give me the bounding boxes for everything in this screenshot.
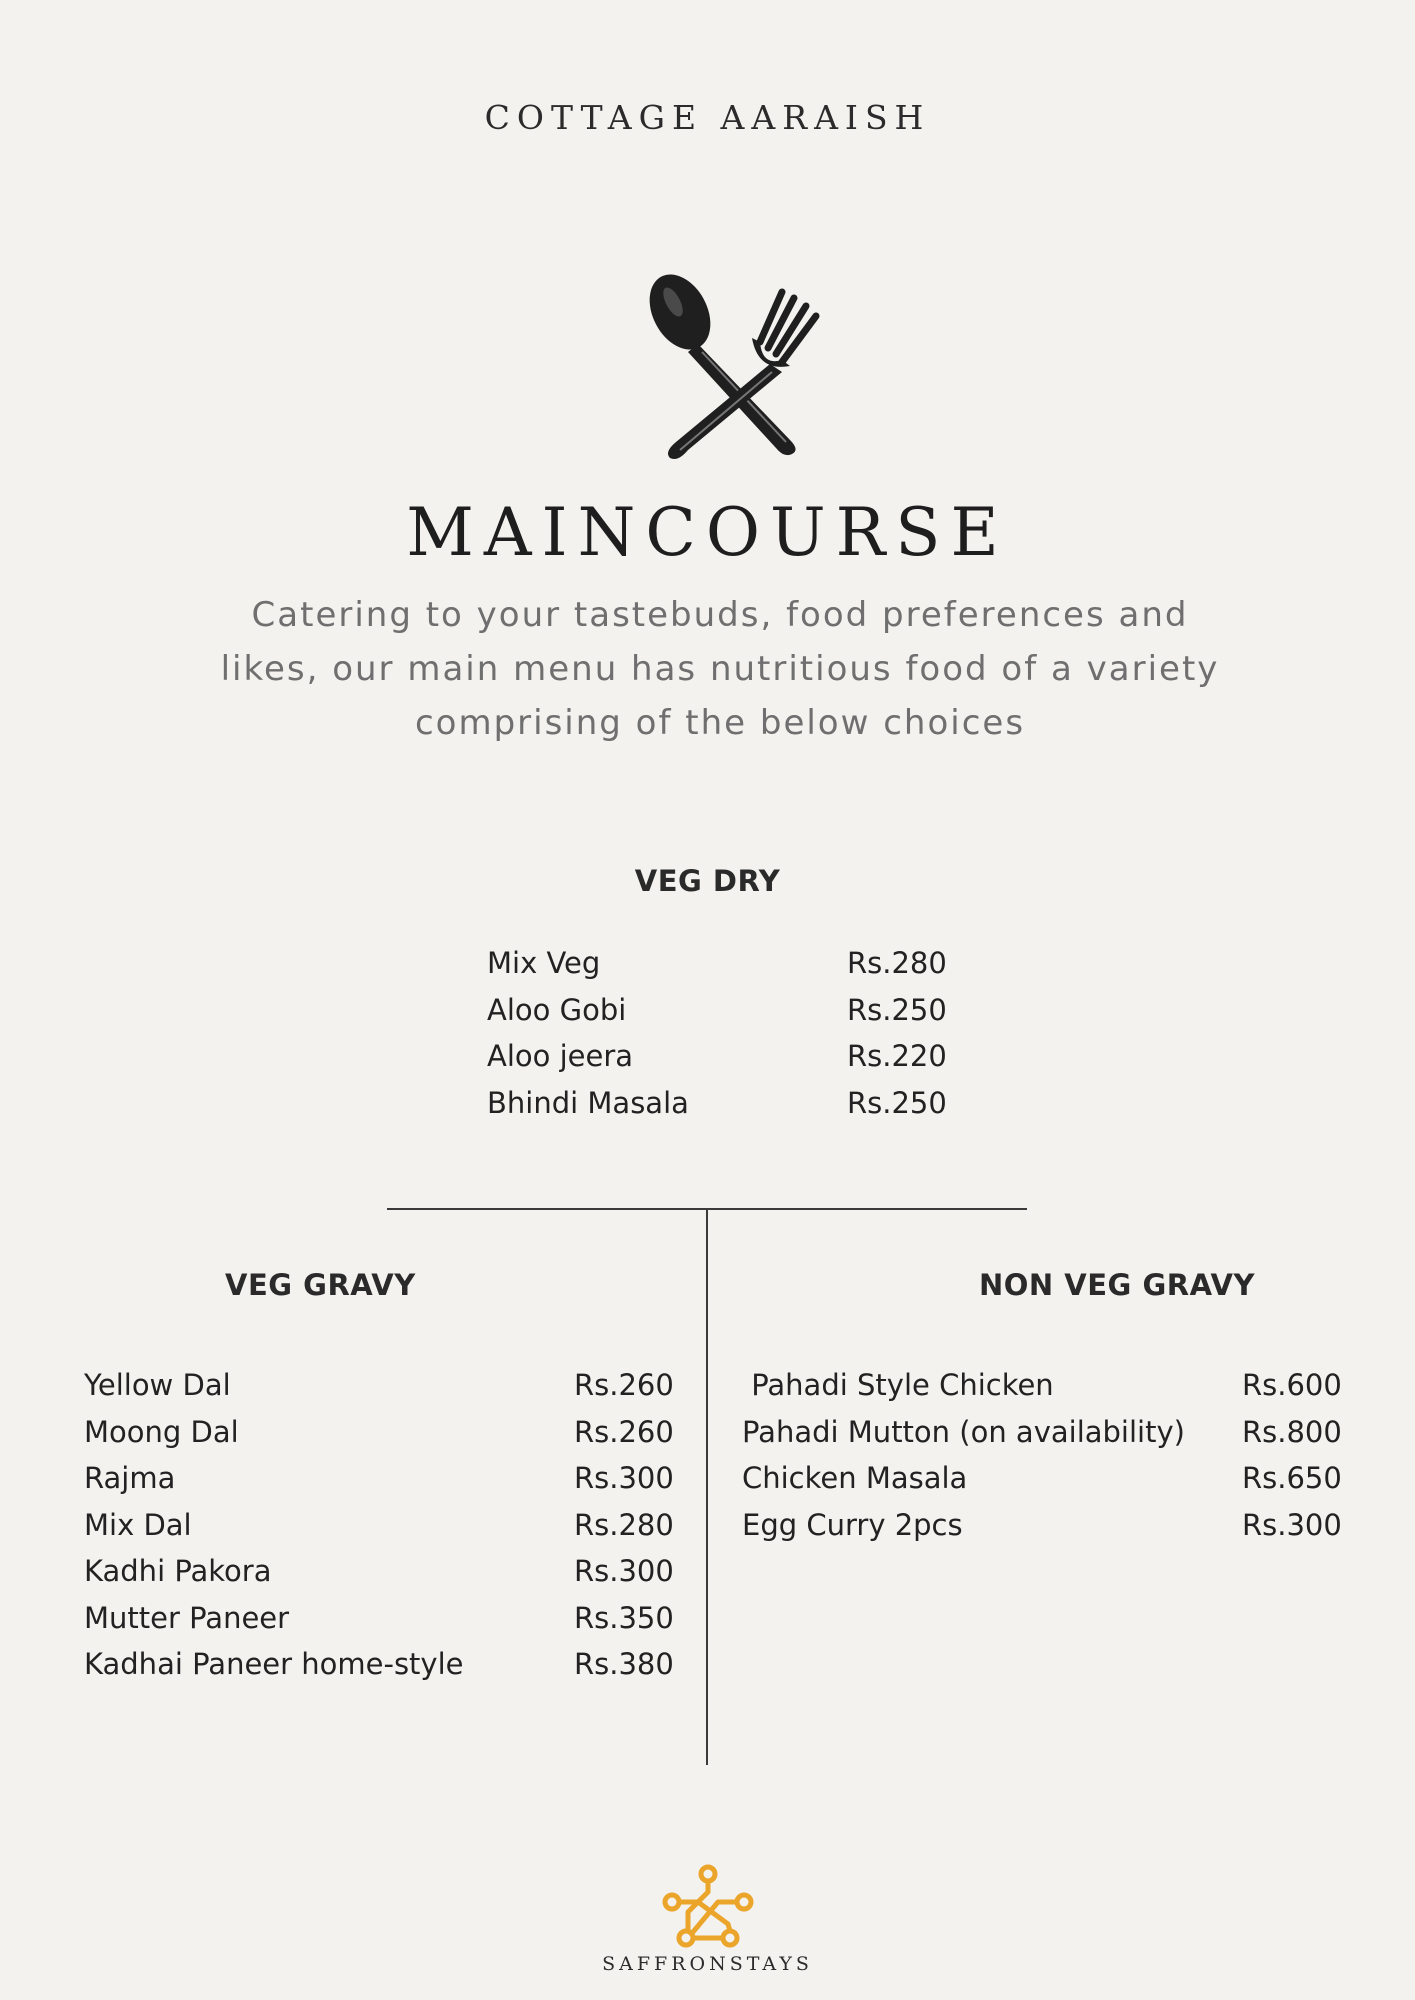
item-name: Moong Dal — [84, 1414, 239, 1449]
non-veg-gravy-list — [742, 1362, 1342, 1548]
menu-item — [84, 1502, 674, 1549]
item-name: Aloo jeera — [487, 1039, 634, 1073]
item-price: Rs.800 — [1242, 1414, 1342, 1449]
item-price: Rs.280 — [847, 946, 947, 980]
menu-item — [742, 1409, 1342, 1456]
veg-dry-list — [487, 940, 947, 1126]
item-price: Rs.260 — [574, 1368, 674, 1402]
menu-item — [84, 1641, 674, 1688]
item-name: Egg Curry 2pcs — [742, 1507, 963, 1542]
menu-item — [487, 940, 947, 987]
menu-item — [742, 1455, 1342, 1502]
item-price: Rs.600 — [1242, 1368, 1342, 1402]
veg-dry-heading: VEG DRY — [634, 864, 781, 898]
item-name: Chicken Masala — [742, 1461, 968, 1495]
item-name: Rajma — [84, 1461, 176, 1495]
item-name: Mutter Paneer — [84, 1600, 290, 1635]
menu-item — [742, 1502, 1342, 1549]
menu-item — [742, 1362, 1342, 1409]
item-name: Yellow Dal — [84, 1368, 231, 1402]
item-name: Mix Dal — [84, 1507, 192, 1542]
menu-item — [84, 1548, 674, 1595]
item-price: Rs.250 — [847, 1085, 947, 1120]
menu-item — [84, 1595, 674, 1642]
menu-item — [487, 1033, 947, 1080]
item-name: Pahadi Mutton (on availability) — [742, 1414, 1185, 1449]
item-name: Pahadi Style Chicken — [742, 1368, 1054, 1402]
item-price: Rs.260 — [574, 1414, 674, 1449]
brand-name: COTTAGE AARAISH — [484, 98, 931, 137]
item-price: Rs.300 — [1242, 1507, 1342, 1542]
item-name: Kadhi Pakora — [84, 1554, 272, 1588]
menu-item — [84, 1455, 674, 1502]
item-price: Rs.300 — [574, 1461, 674, 1495]
saffronstays-logo-icon — [658, 1862, 758, 1952]
vertical-divider — [706, 1210, 708, 1765]
menu-item — [84, 1362, 674, 1409]
item-name: Bhindi Masala — [487, 1085, 689, 1120]
menu-item — [487, 1080, 947, 1127]
menu-item — [84, 1409, 674, 1456]
item-price: Rs.350 — [574, 1600, 674, 1635]
item-price: Rs.280 — [574, 1507, 674, 1542]
item-name: Aloo Gobi — [487, 992, 627, 1027]
veg-gravy-list — [84, 1362, 674, 1688]
item-price: Rs.250 — [847, 992, 947, 1027]
item-name: Kadhai Paneer home-style — [84, 1647, 464, 1681]
veg-gravy-heading: VEG GRAVY — [225, 1268, 416, 1302]
item-price: Rs.380 — [574, 1647, 674, 1681]
item-price: Rs.220 — [847, 1039, 947, 1073]
cutlery-icon — [640, 272, 830, 462]
footer-logo-text: SAFFRONSTAYS — [602, 1953, 813, 1975]
intro-text: Catering to your tastebuds, food preferences and likes, our main menu has nutritious food of a variety comprising of the below choices — [220, 595, 1220, 743]
non-veg-gravy-heading: NON VEG GRAVY — [979, 1268, 1255, 1302]
item-price: Rs.650 — [1242, 1461, 1342, 1495]
page-title: MAINCOURSE — [406, 494, 1009, 571]
item-name: Mix Veg — [487, 946, 601, 980]
item-price: Rs.300 — [574, 1554, 674, 1588]
menu-item — [487, 987, 947, 1034]
